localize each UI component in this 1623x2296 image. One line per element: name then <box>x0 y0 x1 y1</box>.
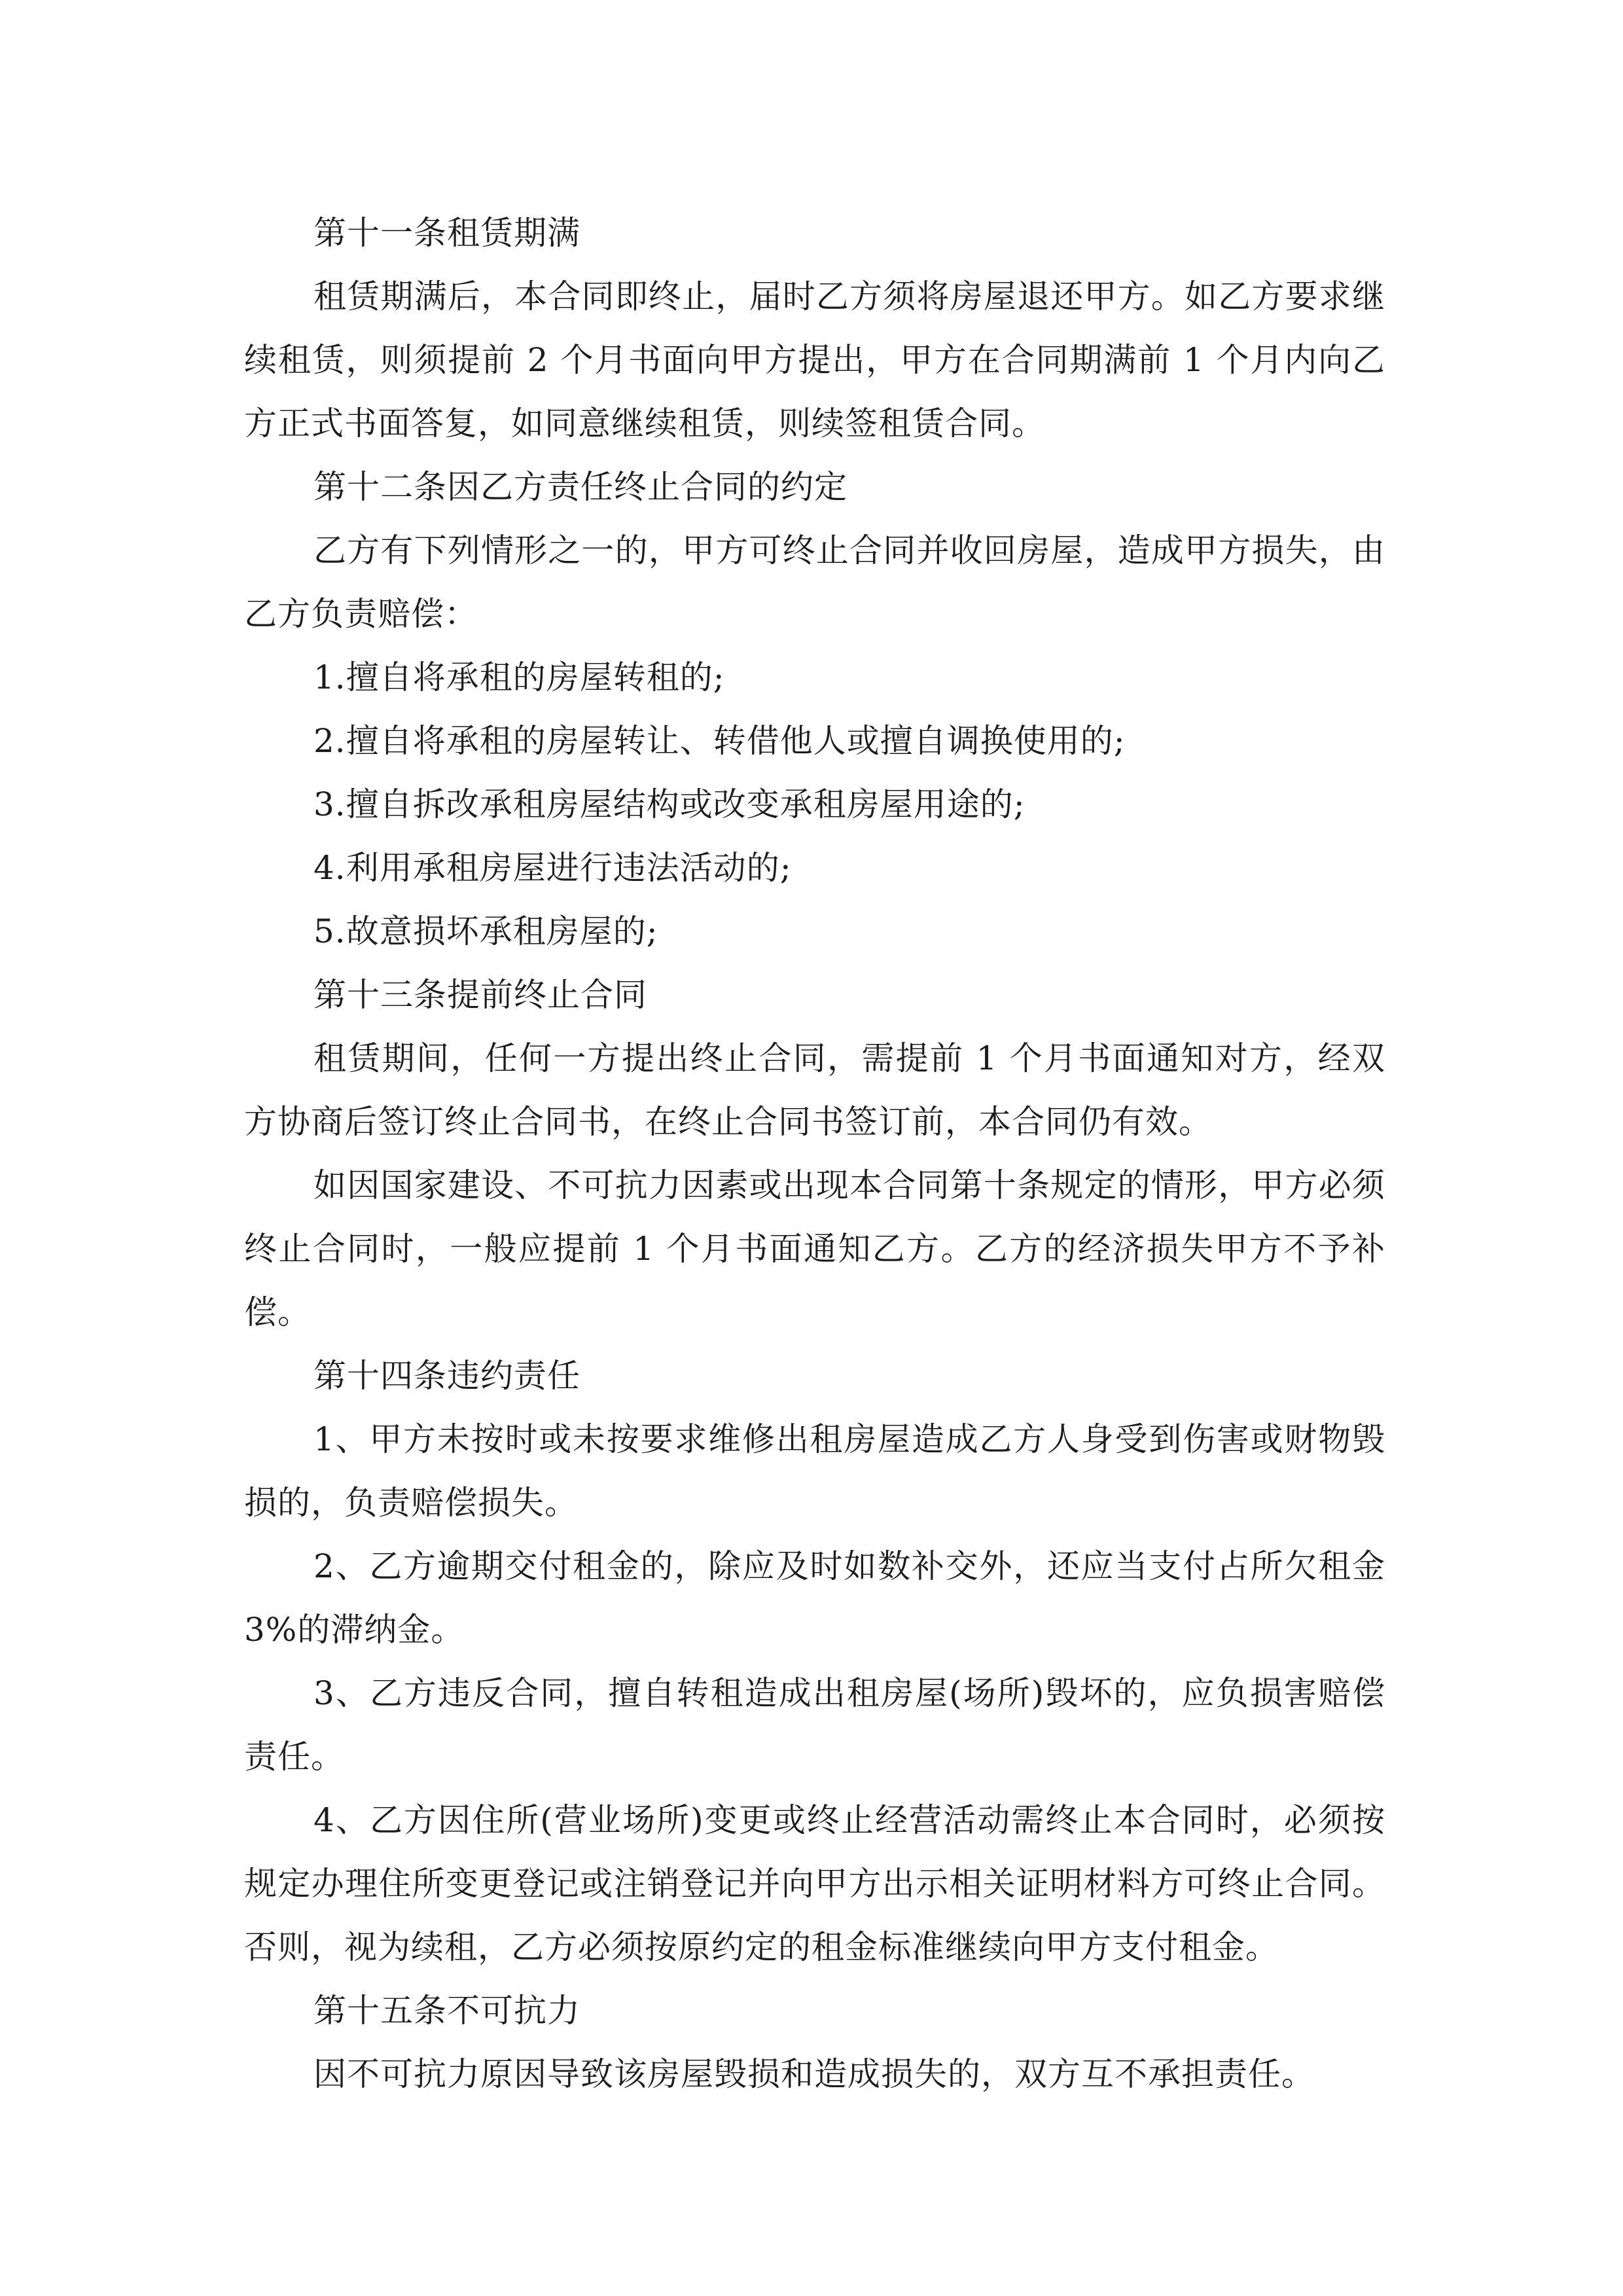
article-12-item-1: 1.擅自将承租的房屋转租的; <box>313 658 725 696</box>
article-14-item-4: 4、乙方因住所(营业场所)变更或终止经营活动需终止本合同时，必须按规定办理住所变更登记或注销登记并向甲方出示相关证明材料方可终止合同。否则，视为续租，乙方必须按原约定的租金标准继续向甲方支付租金。 <box>244 1801 1385 1966</box>
article-11-heading: 第十一条租赁期满 <box>313 214 580 252</box>
article-14-heading: 第十四条违约责任 <box>313 1357 580 1395</box>
article-15-heading: 第十五条不可抗力 <box>313 1992 580 2030</box>
article-12-item-3: 3.擅自拆改承租房屋结构或改变承租房屋用途的; <box>313 785 1026 823</box>
document-body <box>244 202 1385 2106</box>
article-13-text-1: 租赁期间，任何一方提出终止合同，需提前 1 个月书面通知对方，经双方协商后签订终止合同书，在终止合同书签订前，本合同仍有效。 <box>244 1039 1385 1141</box>
article-13-text-2: 如因国家建设、不可抗力因素或出现本合同第十条规定的情形，甲方必须终止合同时，一般应提前 1 个月书面通知乙方。乙方的经济损失甲方不予补偿。 <box>244 1166 1385 1331</box>
article-13-heading: 第十三条提前终止合同 <box>313 976 647 1014</box>
article-12-heading: 第十二条因乙方责任终止合同的约定 <box>313 468 847 506</box>
article-14-item-3: 3、乙方违反合同，擅自转租造成出租房屋(场所)毁坏的，应负损害赔偿责任。 <box>244 1674 1385 1776</box>
article-12-intro: 乙方有下列情形之一的，甲方可终止合同并收回房屋，造成甲方损失，由乙方负责赔偿： <box>244 531 1385 633</box>
article-14-item-1: 1、甲方未按时或未按要求维修出租房屋造成乙方人身受到伤害或财物毁损的，负责赔偿损失。 <box>244 1420 1385 1522</box>
article-12-item-5: 5.故意损坏承租房屋的; <box>313 912 658 950</box>
article-12-item-4: 4.利用承租房屋进行违法活动的; <box>313 849 792 887</box>
article-14-item-2: 2、乙方逾期交付租金的，除应及时如数补交外，还应当支付占所欠租金 3%的滞纳金。 <box>244 1547 1385 1649</box>
article-11-text: 租赁期满后，本合同即终止，届时乙方须将房屋退还甲方。如乙方要求继续租赁，则须提前 2 个月书面向甲方提出，甲方在合同期满前 1 个月内向乙方正式书面答复，如同意继续租赁，则续签租赁合同。 <box>244 278 1385 442</box>
article-12-item-2: 2.擅自将承租的房屋转让、转借他人或擅自调换使用的; <box>313 722 1126 760</box>
article-15-text: 因不可抗力原因导致该房屋毁损和造成损失的，双方互不承担责任。 <box>313 2055 1315 2093</box>
